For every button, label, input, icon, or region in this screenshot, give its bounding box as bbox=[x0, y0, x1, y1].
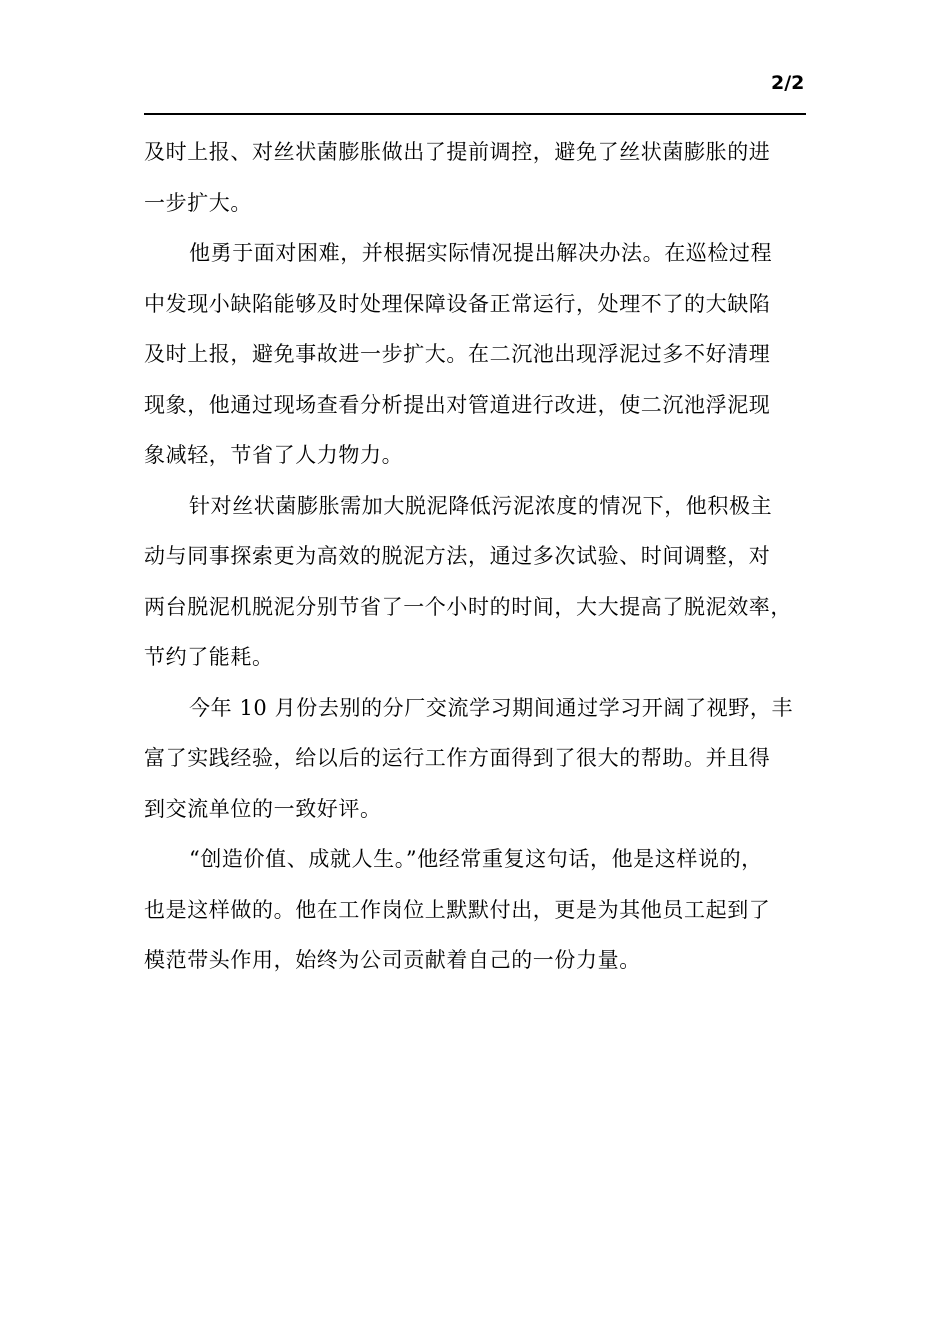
text-line: 象减轻，节省了人力物力。 bbox=[144, 443, 404, 467]
text-line: 中发现小缺陷能够及时处理保障设备正常运行，处理不了的大缺陷 bbox=[144, 291, 771, 316]
text-line: 一步扩大。 bbox=[144, 190, 252, 215]
paragraph-first-line: 今年 10 月份去别的分厂交流学习期间通过学习开阔了视野，丰 bbox=[189, 695, 794, 720]
text-line: 富了实践经验，给以后的运行工作方面得到了很大的帮助。并且得 bbox=[144, 746, 771, 770]
text-line: 两台脱泥机脱泥分别节省了一个小时的时间，大大提高了脱泥效率， bbox=[144, 594, 792, 619]
text-line: 到交流单位的一致好评。 bbox=[144, 796, 382, 821]
page-number: 2/2 bbox=[771, 72, 805, 94]
text-line: 节约了能耗。 bbox=[144, 645, 274, 669]
text-line: 动与同事探索更为高效的脱泥方法，通过多次试验、时间调整，对 bbox=[144, 544, 771, 568]
text-line: 及时上报，避免事故进一步扩大。在二沉池出现浮泥过多不好清理 bbox=[144, 342, 771, 366]
text-line: 也是这样做的。他在工作岗位上默默付出，更是为其他员工起到了 bbox=[144, 897, 771, 922]
paragraph-first-line: 针对丝状菌膨胀需加大脱泥降低污泥浓度的情况下，他积极主 bbox=[189, 493, 773, 518]
paragraph-first-line: 他勇于面对困难，并根据实际情况提出解决办法。在巡检过程 bbox=[189, 241, 773, 265]
document-body bbox=[144, 127, 806, 986]
text-line: 现象，他通过现场查看分析提出对管道进行改进，使二沉池浮泥现 bbox=[144, 392, 771, 417]
text-line: 及时上报、对丝状菌膨胀做出了提前调控，避免了丝状菌膨胀的进 bbox=[144, 140, 771, 164]
header-divider bbox=[144, 113, 806, 115]
paragraph-first-line: “创造价值、成就人生。”他经常重复这句话，他是这样说的， bbox=[189, 847, 763, 871]
text-line: 模范带头作用，始终为公司贡献着自己的一份力量。 bbox=[144, 948, 641, 972]
